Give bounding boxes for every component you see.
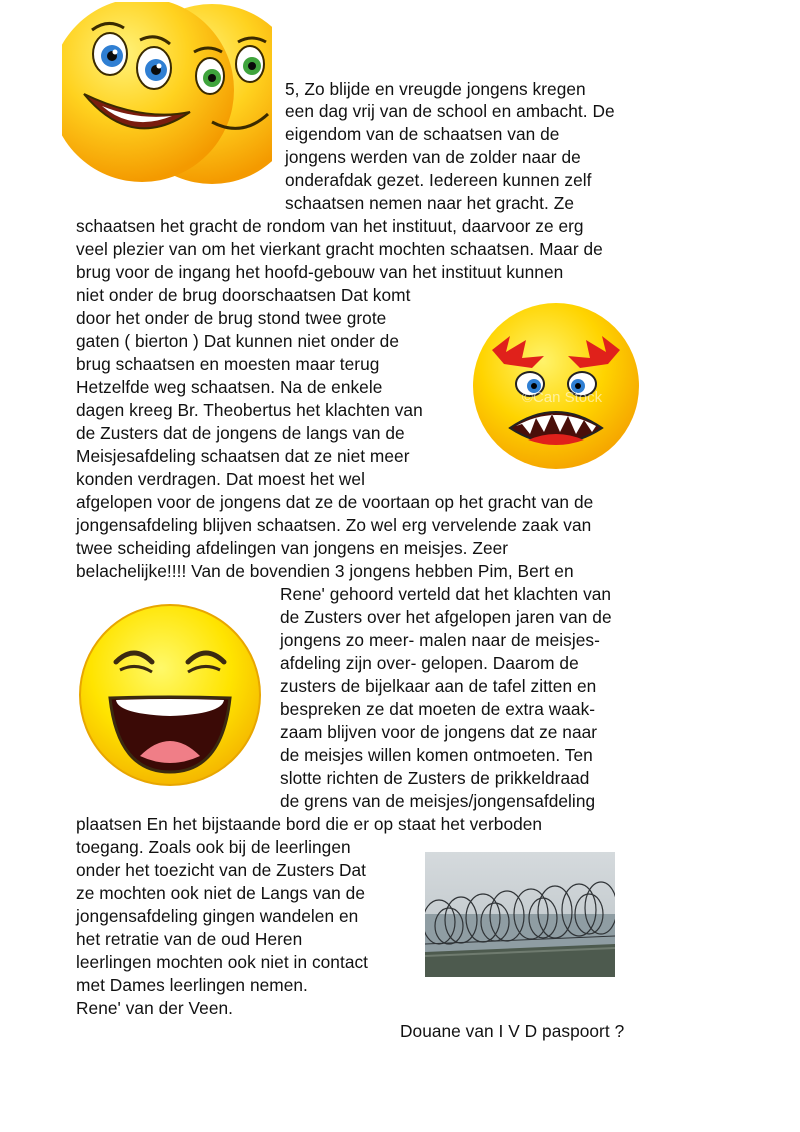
text-line: leerlingen mochten ook niet in contact — [76, 952, 369, 972]
text-line: 5, Zo blijde en vreugde jongens kregen — [285, 79, 586, 99]
footer-note: Douane van I V D paspoort ? — [400, 1021, 625, 1041]
text-line: afgelopen voor de jongens dat ze de voortaan op het gracht van de — [76, 492, 594, 512]
text-line: Hetzelfde weg schaatsen. Na de enkele — [76, 377, 383, 397]
author-signature: Rene' van der Veen. — [76, 998, 234, 1018]
text-line: zusters de bijelkaar aan de tafel zitten en — [280, 676, 597, 696]
text-line: Rene' gehoord verteld dat het klachten van — [280, 584, 612, 604]
text-line: afdeling zijn over- gelopen. Daarom de — [280, 653, 579, 673]
text-line: de Zusters dat de jongens de langs van de — [76, 423, 405, 443]
text-line: Meisjesafdeling schaatsen dat ze niet meer — [76, 446, 410, 466]
text-line: gaten ( bierton ) Dat kunnen niet onder de — [76, 331, 399, 351]
text-line: de Zusters over het afgelopen jaren van de — [280, 607, 612, 627]
text-line: bespreken ze dat moeten de extra waak- — [280, 699, 596, 719]
laughing-emoji-image — [72, 600, 267, 790]
barbed-wire-photo — [425, 852, 615, 977]
text-line: konden verdragen. Dat moest het wel — [76, 469, 365, 489]
text-line: onder het toezicht van de Zusters Dat — [76, 860, 367, 880]
text-line: eigendom van de schaatsen van de — [285, 124, 560, 144]
text-line: toegang. Zoals ook bij de leerlingen — [76, 837, 351, 857]
angry-emoji-image — [470, 300, 642, 472]
text-line: een dag vrij van de school en ambacht. De — [285, 101, 615, 121]
text-line: brug voor de ingang het hoofd-gebouw van het instituut kunnen — [76, 262, 564, 282]
text-line: brug schaatsen en moesten maar terug — [76, 354, 380, 374]
text-line: jongens zo meer- malen naar de meisjes- — [280, 630, 600, 650]
text-line: onderafdak gezet. Iedereen kunnen zelf — [285, 170, 592, 190]
text-line: veel plezier van om het vierkant gracht mochten schaatsen. Maar de — [76, 239, 603, 259]
text-line: belachelijke!!!! Van de bovendien 3 jongens hebben Pim, Bert en — [76, 561, 574, 581]
text-line: de meisjes willen komen ontmoeten. Ten — [280, 745, 593, 765]
text-line: het retratie van de oud Heren — [76, 929, 303, 949]
text-line: twee scheiding afdelingen van jongens en meisjes. Zeer — [76, 538, 509, 558]
text-line: door het onder de brug stond twee grote — [76, 308, 387, 328]
text-line: schaatsen nemen naar het gracht. Ze — [285, 193, 574, 213]
text-line: jongensafdeling gingen wandelen en — [76, 906, 359, 926]
image-watermark: ©Can Stock — [521, 389, 603, 406]
text-line: plaatsen En het bijstaande bord die er op staat het verboden — [76, 814, 543, 834]
text-line: slotte richten de Zusters de prikkeldraad — [280, 768, 590, 788]
text-line: met Dames leerlingen nemen. — [76, 975, 308, 995]
text-line: niet onder de brug doorschaatsen Dat komt — [76, 285, 411, 305]
text-line: schaatsen het gracht de rondom van het instituut, daarvoor ze erg — [76, 216, 584, 236]
text-line: zaam blijven voor de jongens dat ze naar — [280, 722, 598, 742]
text-line: jongens werden van de zolder naar de — [285, 147, 581, 167]
text-line: ze mochten ook niet de Langs van de — [76, 883, 366, 903]
text-line: de grens van de meisjes/jongensafdeling — [280, 791, 596, 811]
text-line: dagen kreeg Br. Theobertus het klachten van — [76, 400, 423, 420]
text-line: jongensafdeling blijven schaatsen. Zo wel erg vervelende zaak van — [76, 515, 592, 535]
happy-emoji-pair-image — [62, 2, 272, 188]
